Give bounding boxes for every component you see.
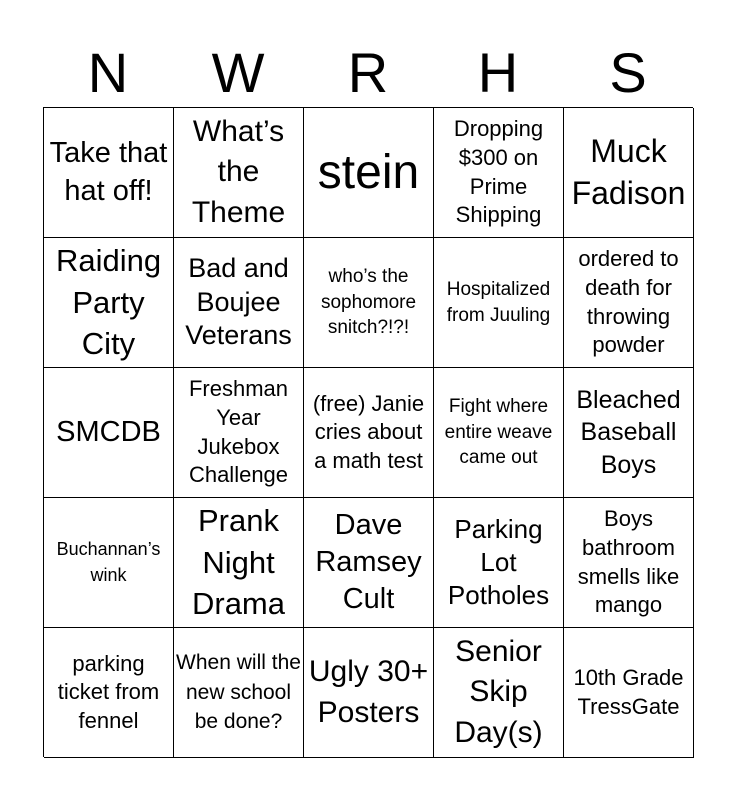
- bingo-cell[interactable]: parking ticket from fennel: [44, 628, 174, 758]
- bingo-cell[interactable]: Take that hat off!: [44, 108, 174, 238]
- bingo-cell[interactable]: Senior Skip Day(s): [434, 628, 564, 758]
- bingo-cell[interactable]: Raiding Party City: [44, 238, 174, 368]
- bingo-cell[interactable]: Freshman Year Jukebox Challenge: [174, 368, 304, 498]
- bingo-header: [43, 40, 693, 106]
- bingo-cell[interactable]: (free) Janie cries about a math test: [304, 368, 434, 498]
- bingo-cell[interactable]: Boys bathroom smells like mango: [564, 498, 694, 628]
- header-letter-n: N: [87, 41, 129, 104]
- bingo-cell[interactable]: Prank Night Drama: [174, 498, 304, 628]
- header-letter-h: H: [477, 41, 519, 104]
- bingo-cell[interactable]: Fight where entire weave came out: [434, 368, 564, 498]
- bingo-cell[interactable]: Parking Lot Potholes: [434, 498, 564, 628]
- bingo-cell[interactable]: 10th Grade TressGate: [564, 628, 694, 758]
- bingo-cell[interactable]: Ugly 30+ Posters: [304, 628, 434, 758]
- header-letter-s: S: [609, 41, 647, 104]
- bingo-cell[interactable]: When will the new school be done?: [174, 628, 304, 758]
- bingo-cell[interactable]: Muck Fadison: [564, 108, 694, 238]
- bingo-cell[interactable]: who’s the sophomore snitch?!?!: [304, 238, 434, 368]
- bingo-cell[interactable]: Bleached Baseball Boys: [564, 368, 694, 498]
- bingo-cell[interactable]: Hospitalized from Juuling: [434, 238, 564, 368]
- bingo-cell[interactable]: Dropping $300 on Prime Shipping: [434, 108, 564, 238]
- bingo-board: [43, 107, 693, 757]
- bingo-cell[interactable]: SMCDB: [44, 368, 174, 498]
- bingo-cell[interactable]: Buchannan’s wink: [44, 498, 174, 628]
- header-letter-r: R: [347, 41, 389, 104]
- bingo-cell[interactable]: What’s the Theme: [174, 108, 304, 238]
- header-letter-w: W: [211, 41, 265, 104]
- bingo-cell[interactable]: stein: [304, 108, 434, 238]
- bingo-cell[interactable]: Bad and Boujee Veterans: [174, 238, 304, 368]
- bingo-cell[interactable]: ordered to death for throwing powder: [564, 238, 694, 368]
- bingo-cell[interactable]: Dave Ramsey Cult: [304, 498, 434, 628]
